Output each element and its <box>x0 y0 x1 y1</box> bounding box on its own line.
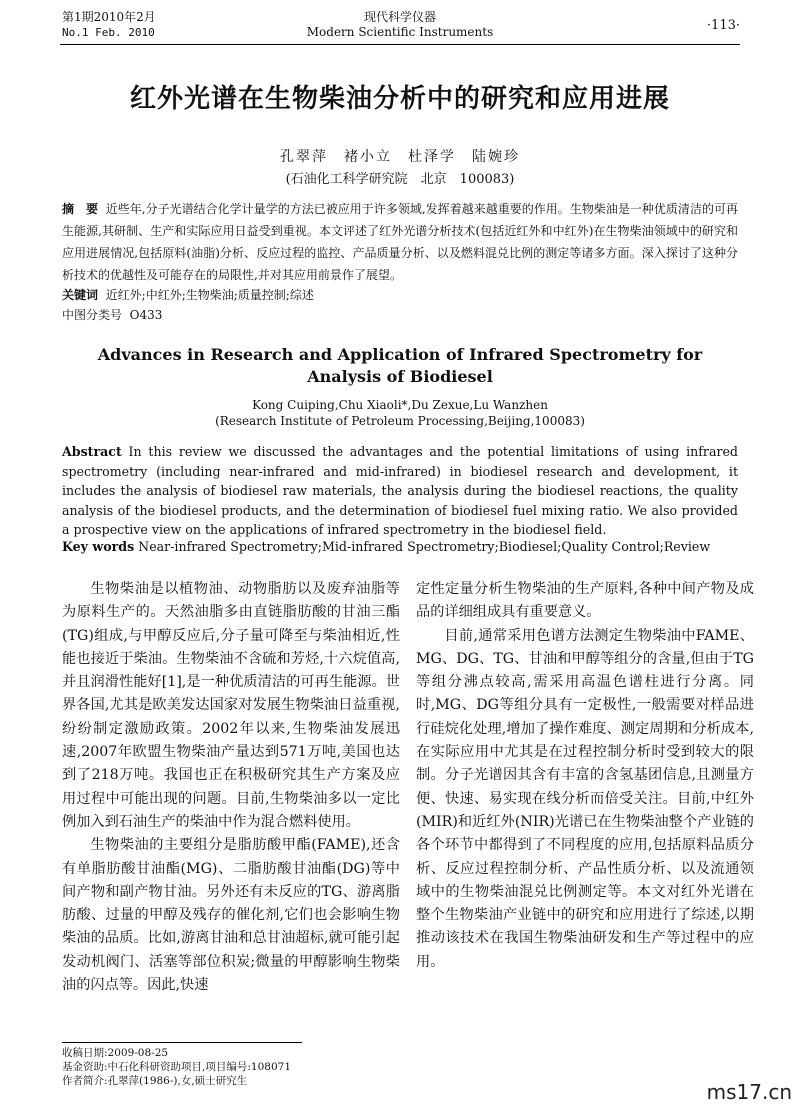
keywords-en-text: Near-infrared Spectrometry;Mid-infrared Spectrometry;Biodiesel;Quality Control;Review <box>138 539 711 554</box>
footnote-divider <box>62 1042 302 1043</box>
affiliation-cn: (石油化工科学研究院 北京 100083) <box>285 172 515 187</box>
authors-cn: 孔翠萍 褚小立 杜泽学 陆婉珍 <box>280 149 520 165</box>
keywords-en-label: Key words <box>62 539 135 554</box>
abstract-en-label: Abstract <box>62 444 122 459</box>
footnote-funding: 基金资助:中石化科研资助项目,项目编号:108071 <box>62 1061 291 1073</box>
paper-title-en: Advances in Research and Application of Infrared Spectrometry for Analysis of Biodiesel <box>97 345 703 386</box>
abstract-en-text: In this review we discussed the advantages and the potential limitations of using infrared spectrometry (including near-infrared and mid-infrared) in biodiesel research and development, it includes the analysis of biodiesel raw materials, the analysis during the biodiesel reactions, the quality analysis of the biodiesel products, and the determination of biodiesel fuel mixing ratio. We also provided a prospective view on the applications of infrared spectrometry in the biodiesel field. <box>62 444 738 537</box>
body-column-left <box>62 578 400 997</box>
journal-cn: 现代科学仪器 <box>363 10 436 24</box>
paper-title-cn: 红外光谱在生物柴油分析中的研究和应用进展 <box>129 84 670 114</box>
keywords-cn <box>62 286 738 304</box>
classification-code: O433 <box>129 308 163 322</box>
keywords-cn-text: 近红外;中红外;生物柴油;质量控制;综述 <box>105 288 314 302</box>
footnotes <box>62 1046 291 1088</box>
abstract-cn <box>62 198 738 286</box>
classification-cn <box>62 306 738 324</box>
keywords-cn-label: 关键词 <box>62 288 99 302</box>
body-column-right <box>416 578 754 974</box>
footnote-author: 作者简介:孔翠萍(1986-),女,硕士研究生 <box>62 1075 248 1087</box>
body-paragraph: 目前,通常采用色谱方法测定生物柴油中FAME、MG、DG、TG、甘油和甲醇等组分的含量,但由于TG等组分沸点较高,需采用高温色谱柱进行分离。同时,MG、DG等组分具有一定极性,一般需要对样品进行硅烷化处理,增加了操作难度、测定周期和分析成本,在实际应用中尤其是在过程控制分析时受到较大的限制。分子光谱因其含有丰富的含氢基团信息,且测量方便、快速、易实现在线分析而倍受关注。目前,中红外(MIR)和近红外(NIR)光谱已在生物柴油整个产业链的各个环节中都得到了不同程度的应用,包括原料品质分析、反应过程控制分析、产品性质分析、以及流通领域中的生物柴油混兑比例测定等。本文对红外光谱在整个生物柴油产业链中的研究和应用进行了综述,以期推动该技术在我国生物柴油研发和生产等过程中的应用。 <box>416 627 754 970</box>
page-number: ·113· <box>706 18 740 33</box>
running-header-journal <box>300 10 500 40</box>
keywords-en <box>62 538 738 556</box>
abstract-cn-text: 近些年,分子光谱结合化学计量学的方法已被应用于许多领域,发挥着越来越重要的作用。生物柴油是一种优质清洁的可再生能源,其研制、生产和实际应用日益受到重视。本文评述了红外光谱分析技术(包括近红外和中红外)在生物柴油领域中的研究和应用进展情况,包括原料(油脂)分析、反应过程的监控、产品质量分析、以及燃料混兑比例的测定等诸多方面。深入探讨了这种分析技术的优越性及可能存在的局限性,并对其应用前景作了展望。 <box>62 202 738 282</box>
site-watermark: ms17.cn <box>706 1080 792 1104</box>
body-paragraph: 生物柴油是以植物油、动物脂肪以及废弃油脂等为原料生产的。天然油脂多由直链脂肪酸的甘油三酯(TG)组成,与甲醇反应后,分子量可降至与柴油相近,性能也接近于柴油。生物柴油不含硫和芳烃,十六烷值高,并且润滑性能好[1],是一种优质清洁的可再生能源。世界各国,尤其是欧美发达国家对发展生物柴油日益重视,纷纷制定激励政策。2002年以来,生物柴油发展迅速,2007年欧盟生物柴油产量达到571万吨,美国也达到了218万吨。我国也正在积极研究其生产方案及应用过程中可能出现的问题。目前,生物柴油多以一定比例加入到石油生产的柴油中作为混合燃料使用。 <box>62 581 400 830</box>
body-paragraph: 生物柴油的主要组分是脂肪酸甲酯(FAME),还含有单脂肪酸甘油酯(MG)、二脂肪酸甘油酯(DG)等中间产物和副产物甘油。另外还有未反应的TG、游离脂肪酸、过量的甲醇及残存的催化剂,它们也会影响生物柴油的品质。比如,游离甘油和总甘油超标,就可能引起发动机阀门、活塞等部位积炭;微量的甲醇影响生物柴油的闪点等。因此,快速 <box>62 837 400 994</box>
affiliation-en: (Research Institute of Petroleum Processing,Beijing,100083) <box>215 414 585 428</box>
header-divider <box>60 44 740 45</box>
abstract-en <box>62 442 738 540</box>
body-paragraph-continued: 定性定量分析生物柴油的生产原料,各种中间产物及成品的详细组成具有重要意义。 <box>416 581 754 621</box>
journal-en: Modern Scientific Instruments <box>306 25 494 39</box>
authors-en: Kong Cuiping,Chu Xiaoli*,Du Zexue,Lu Wanzhen <box>252 398 548 412</box>
issue-cn: 第1期2010年2月 <box>62 10 156 24</box>
running-header-issue <box>62 10 156 40</box>
abstract-cn-label: 摘 要 <box>62 202 99 216</box>
footnote-received: 收稿日期:2009-08-25 <box>62 1047 169 1059</box>
classification-label: 中图分类号 <box>62 308 123 322</box>
issue-en: No.1 Feb. 2010 <box>62 26 155 39</box>
